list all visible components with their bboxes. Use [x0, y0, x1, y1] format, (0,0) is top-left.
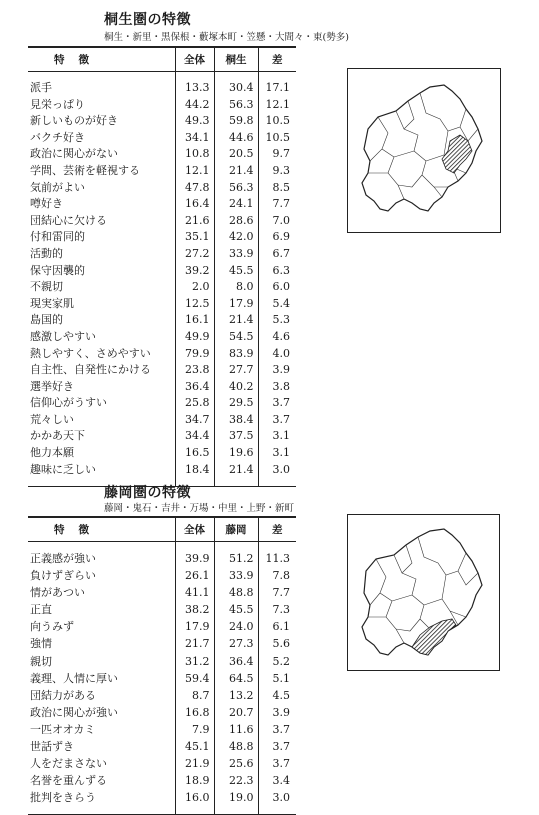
value-all: 2.0 [175, 279, 214, 296]
value-diff: 12.1 [265, 97, 290, 111]
table-row [28, 346, 296, 363]
trait-name: 情があつい [28, 584, 175, 601]
value-all: 21.9 [175, 755, 214, 772]
value-diff: 5.4 [272, 296, 290, 310]
value-diff: 3.4 [272, 774, 290, 788]
value-region: 56.3 [214, 97, 258, 114]
value-region: 54.5 [214, 329, 258, 346]
table-row [28, 130, 296, 147]
header-diff: 差 [258, 47, 296, 72]
value-all: 10.8 [175, 146, 214, 163]
value-all: 17.9 [175, 618, 214, 635]
value-region: 24.1 [214, 196, 258, 213]
value-region: 24.0 [214, 618, 258, 635]
value-all: 16.1 [175, 312, 214, 329]
value-all: 59.4 [175, 670, 214, 687]
table-row [28, 80, 296, 97]
value-diff: 3.7 [272, 722, 290, 736]
value-diff: 3.9 [272, 363, 290, 377]
value-region: 45.5 [214, 263, 258, 280]
value-all: 21.7 [175, 635, 214, 652]
trait-name: 一匹オオカミ [28, 721, 175, 738]
value-all: 7.9 [175, 721, 214, 738]
value-all: 16.4 [175, 196, 214, 213]
header-all: 全体 [175, 47, 214, 72]
value-diff: 3.9 [272, 705, 290, 719]
value-region: 21.4 [214, 163, 258, 180]
value-region: 21.4 [214, 462, 258, 479]
value-all: 27.2 [175, 246, 214, 263]
value-diff: 5.1 [272, 671, 290, 685]
table-row [28, 296, 296, 313]
value-region: 25.6 [214, 755, 258, 772]
value-diff: 3.8 [272, 379, 290, 393]
section-subtitle: 藤岡・鬼石・吉井・万場・中里・上野・新町 [104, 503, 295, 514]
table-row [28, 379, 296, 396]
spacer-row [28, 806, 296, 815]
trait-name: 活動的 [28, 246, 175, 263]
trait-name: 人をだまさない [28, 755, 175, 772]
trait-name: 政治に関心が強い [28, 704, 175, 721]
value-all: 41.1 [175, 584, 214, 601]
table-row [28, 279, 296, 296]
header-trait: 特徴 [28, 47, 175, 72]
trait-name: 団結心に欠ける [28, 213, 175, 230]
trait-name: 付和雷同的 [28, 229, 175, 246]
trait-name: 選挙好き [28, 379, 175, 396]
table-body [28, 72, 296, 487]
region-map-fujioka [347, 514, 500, 671]
trait-name: 名誉を重んずる [28, 772, 175, 789]
value-diff: 8.5 [272, 180, 290, 194]
trait-name: 義理、人情に厚い [28, 670, 175, 687]
value-region: 37.5 [214, 428, 258, 445]
value-all: 8.7 [175, 687, 214, 704]
header-region: 桐生 [214, 47, 258, 72]
trait-name: 信仰心がうすい [28, 395, 175, 412]
value-diff: 5.3 [272, 313, 290, 327]
spacer-row [28, 542, 296, 551]
trait-name: 現実家肌 [28, 296, 175, 313]
value-diff: 7.3 [272, 603, 290, 617]
trait-name: 荒々しい [28, 412, 175, 429]
value-region: 28.6 [214, 213, 258, 230]
section-title: 藤岡圏の特徴 [104, 485, 191, 501]
value-diff: 3.1 [272, 429, 290, 443]
table-row [28, 113, 296, 130]
table-row [28, 428, 296, 445]
value-all: 34.4 [175, 428, 214, 445]
value-all: 12.1 [175, 163, 214, 180]
table-body [28, 542, 296, 815]
header-all: 全体 [175, 517, 214, 542]
trait-name: 正直 [28, 601, 175, 618]
value-region: 45.5 [214, 601, 258, 618]
value-diff: 4.5 [272, 688, 290, 702]
value-region: 11.6 [214, 721, 258, 738]
value-diff: 3.0 [272, 462, 290, 476]
trait-table-kiryu [28, 46, 296, 487]
value-region: 22.3 [214, 772, 258, 789]
trait-name: 噂好き [28, 196, 175, 213]
trait-name: 団結力がある [28, 687, 175, 704]
trait-name: 熱しやすく、さめやすい [28, 346, 175, 363]
trait-name: 見栄っぱり [28, 97, 175, 114]
trait-name: 趣味に乏しい [28, 462, 175, 479]
table-row [28, 618, 296, 635]
value-diff: 7.0 [272, 213, 290, 227]
value-diff: 3.7 [272, 740, 290, 754]
trait-name: 世話ずき [28, 738, 175, 755]
table-row [28, 312, 296, 329]
table-row [28, 635, 296, 652]
value-all: 47.8 [175, 180, 214, 197]
value-region: 42.0 [214, 229, 258, 246]
spacer-row [28, 72, 296, 81]
value-all: 35.1 [175, 229, 214, 246]
value-diff: 3.0 [272, 791, 290, 805]
trait-name: 正義感が強い [28, 550, 175, 567]
value-all: 16.8 [175, 704, 214, 721]
value-diff: 4.0 [272, 346, 290, 360]
value-region: 40.2 [214, 379, 258, 396]
trait-name: 他力本願 [28, 445, 175, 462]
value-all: 39.2 [175, 263, 214, 280]
table-row [28, 213, 296, 230]
value-all: 18.9 [175, 772, 214, 789]
table-row [28, 229, 296, 246]
section-title: 桐生圏の特徴 [104, 12, 191, 28]
table-row [28, 395, 296, 412]
value-region: 38.4 [214, 412, 258, 429]
trait-name: 政治に関心がない [28, 146, 175, 163]
trait-name: 向うみず [28, 618, 175, 635]
value-region: 27.3 [214, 635, 258, 652]
table-row [28, 146, 296, 163]
value-all: 49.3 [175, 113, 214, 130]
table-row [28, 567, 296, 584]
value-diff: 4.6 [272, 329, 290, 343]
value-diff: 7.7 [272, 586, 290, 600]
value-all: 34.1 [175, 130, 214, 147]
value-diff: 6.9 [272, 230, 290, 244]
value-region: 44.6 [214, 130, 258, 147]
value-all: 38.2 [175, 601, 214, 618]
value-all: 34.7 [175, 412, 214, 429]
trait-name: 学問、芸術を軽視する [28, 163, 175, 180]
trait-name: かかあ天下 [28, 428, 175, 445]
trait-name: 不親切 [28, 279, 175, 296]
value-diff: 3.7 [272, 757, 290, 771]
value-diff: 6.3 [272, 263, 290, 277]
value-all: 12.5 [175, 296, 214, 313]
value-region: 19.0 [214, 789, 258, 806]
trait-name: 強情 [28, 635, 175, 652]
value-all: 31.2 [175, 653, 214, 670]
table-row [28, 445, 296, 462]
value-all: 36.4 [175, 379, 214, 396]
value-diff: 3.1 [272, 446, 290, 460]
value-diff: 6.1 [272, 620, 290, 634]
value-diff: 9.3 [272, 163, 290, 177]
table-row [28, 180, 296, 197]
value-diff: 3.7 [272, 412, 290, 426]
value-diff: 10.5 [265, 114, 290, 128]
trait-name: 感激しやすい [28, 329, 175, 346]
table-row [28, 687, 296, 704]
value-region: 48.8 [214, 738, 258, 755]
value-all: 44.2 [175, 97, 214, 114]
value-region: 33.9 [214, 567, 258, 584]
table-row [28, 550, 296, 567]
table-row [28, 97, 296, 114]
trait-name: バクチ好き [28, 130, 175, 147]
value-region: 30.4 [214, 80, 258, 97]
header-diff: 差 [258, 517, 296, 542]
value-all: 23.8 [175, 362, 214, 379]
value-all: 26.1 [175, 567, 214, 584]
table-row [28, 584, 296, 601]
trait-name: 親切 [28, 653, 175, 670]
value-diff: 7.8 [272, 569, 290, 583]
table-row [28, 329, 296, 346]
table-row [28, 704, 296, 721]
value-diff: 10.5 [265, 130, 290, 144]
trait-name: 批判をきらう [28, 789, 175, 806]
trait-name: 保守因襲的 [28, 263, 175, 280]
table-row [28, 163, 296, 180]
table-row [28, 755, 296, 772]
trait-name: 島国的 [28, 312, 175, 329]
value-all: 45.1 [175, 738, 214, 755]
value-all: 39.9 [175, 550, 214, 567]
value-region: 29.5 [214, 395, 258, 412]
value-region: 36.4 [214, 653, 258, 670]
table-row [28, 601, 296, 618]
value-all: 79.9 [175, 346, 214, 363]
trait-name: 自主性、自発性にかける [28, 362, 175, 379]
table-row [28, 246, 296, 263]
table-row [28, 670, 296, 687]
value-region: 56.3 [214, 180, 258, 197]
value-diff: 9.7 [272, 147, 290, 161]
value-diff: 5.2 [272, 654, 290, 668]
value-all: 16.5 [175, 445, 214, 462]
value-region: 51.2 [214, 550, 258, 567]
value-diff: 6.0 [272, 280, 290, 294]
value-region: 48.8 [214, 584, 258, 601]
value-all: 13.3 [175, 80, 214, 97]
value-region: 21.4 [214, 312, 258, 329]
value-diff: 11.3 [265, 552, 290, 565]
value-region: 33.9 [214, 246, 258, 263]
gunma-map-fujioka-highlight [348, 515, 499, 670]
table-row [28, 362, 296, 379]
table-row [28, 196, 296, 213]
table-row [28, 263, 296, 280]
trait-name: 新しいものが好き [28, 113, 175, 130]
trait-table-fujioka [28, 516, 296, 815]
value-region: 59.8 [214, 113, 258, 130]
value-region: 20.7 [214, 704, 258, 721]
header-trait: 特徴 [28, 517, 175, 542]
value-region: 20.5 [214, 146, 258, 163]
value-all: 21.6 [175, 213, 214, 230]
value-region: 19.6 [214, 445, 258, 462]
header-region: 藤岡 [214, 517, 258, 542]
table-row [28, 721, 296, 738]
region-map-kiryu [347, 68, 501, 233]
value-region: 64.5 [214, 670, 258, 687]
table-row [28, 412, 296, 429]
value-diff: 17.1 [265, 81, 290, 94]
value-diff: 5.6 [272, 637, 290, 651]
table-header-row [28, 47, 296, 72]
value-region: 8.0 [214, 279, 258, 296]
value-all: 16.0 [175, 789, 214, 806]
table-row [28, 738, 296, 755]
value-all: 18.4 [175, 462, 214, 479]
value-region: 83.9 [214, 346, 258, 363]
trait-name: 負けずぎらい [28, 567, 175, 584]
value-diff: 6.7 [272, 246, 290, 260]
table-row [28, 789, 296, 806]
gunma-map-kiryu-highlight [348, 69, 500, 232]
value-diff: 7.7 [272, 197, 290, 211]
table-row [28, 462, 296, 479]
table-row [28, 653, 296, 670]
trait-name: 派手 [28, 80, 175, 97]
trait-name: 気前がよい [28, 180, 175, 197]
value-region: 17.9 [214, 296, 258, 313]
value-all: 25.8 [175, 395, 214, 412]
value-region: 13.2 [214, 687, 258, 704]
value-all: 49.9 [175, 329, 214, 346]
section-subtitle: 桐生・新里・黒保根・藪塚本町・笠懸・大間々・東(勢多) [104, 32, 349, 43]
table-header-row [28, 517, 296, 542]
table-row [28, 772, 296, 789]
value-diff: 3.7 [272, 396, 290, 410]
value-region: 27.7 [214, 362, 258, 379]
